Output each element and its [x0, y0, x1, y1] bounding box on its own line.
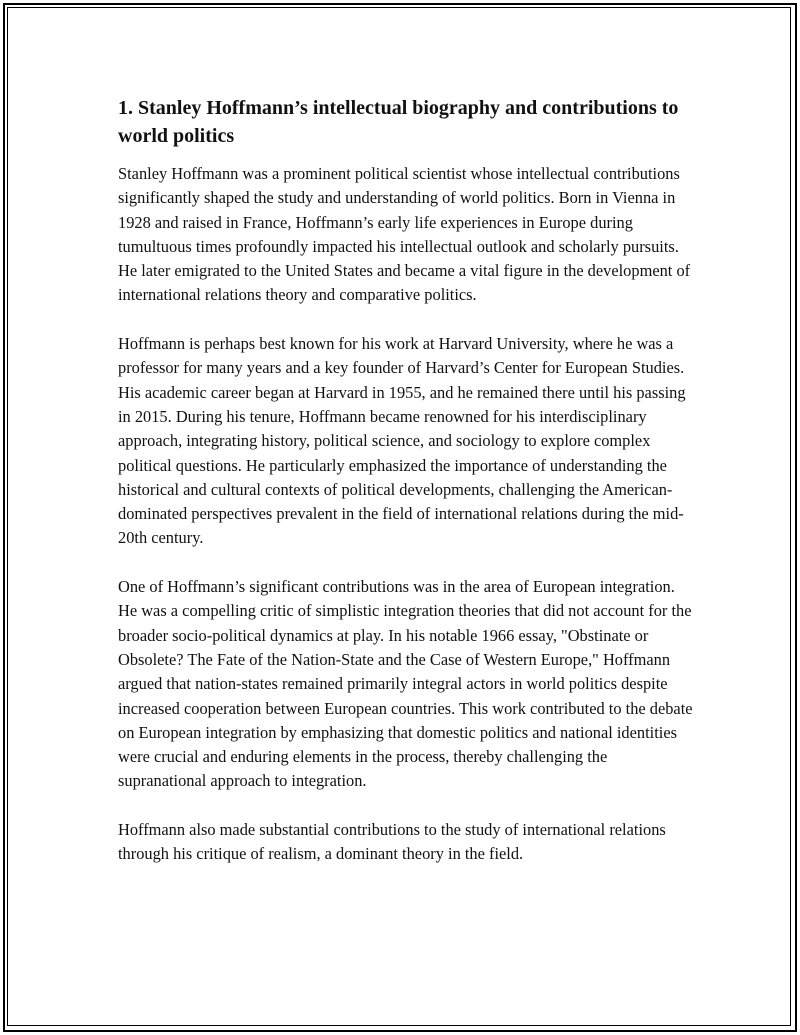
- paragraph-3: One of Hoffmann’s significant contributions was in the area of European integration. He was a compelling critic of simplistic integration theories that did not account for the broader socio-political dynamics at play. In his notable 1966 essay, "Obstinate or Obsolete? The Fate of the Nation-State and the Case of Western Europe," Hoffmann argued that nation-states remained primarily integral actors in world politics despite increased cooperation between European countries. This work contributed to the debate on European integration by emphasizing that domestic politics and national identities were crucial and enduring elements in the process, thereby challenging the supranational approach to integration.: [118, 577, 693, 791]
- paragraph-4: Hoffmann also made substantial contributions to the study of international relations through his critique of realism, a dominant theory in the field.: [118, 820, 666, 864]
- document-body: [118, 94, 693, 891]
- paragraph-2: Hoffmann is perhaps best known for his work at Harvard University, where he was a professor for many years and a key founder of Harvard’s Center for European Studies. His academic career began at Harvard in 1955, and he remained there until his passing in 2015. During his tenure, Hoffmann became renowned for his interdisciplinary approach, integrating history, political science, and sociology to explore complex political questions. He particularly emphasized the importance of understanding the historical and cultural contexts of political developments, challenging the American-dominated perspectives prevalent in the field of international relations during the mid-20th century.: [118, 334, 686, 548]
- section-heading: 1. Stanley Hoffmann’s intellectual biography and contributions to world politics: [118, 97, 679, 147]
- paragraph-1: Stanley Hoffmann was a prominent political scientist whose intellectual contributions significantly shaped the study and understanding of world politics. Born in Vienna in 1928 and raised in France, Hoffmann’s early life experiences in Europe during tumultuous times profoundly impacted his intellectual outlook and scholarly pursuits. He later emigrated to the United States and became a vital figure in the development of international relations theory and comparative politics.: [118, 164, 691, 305]
